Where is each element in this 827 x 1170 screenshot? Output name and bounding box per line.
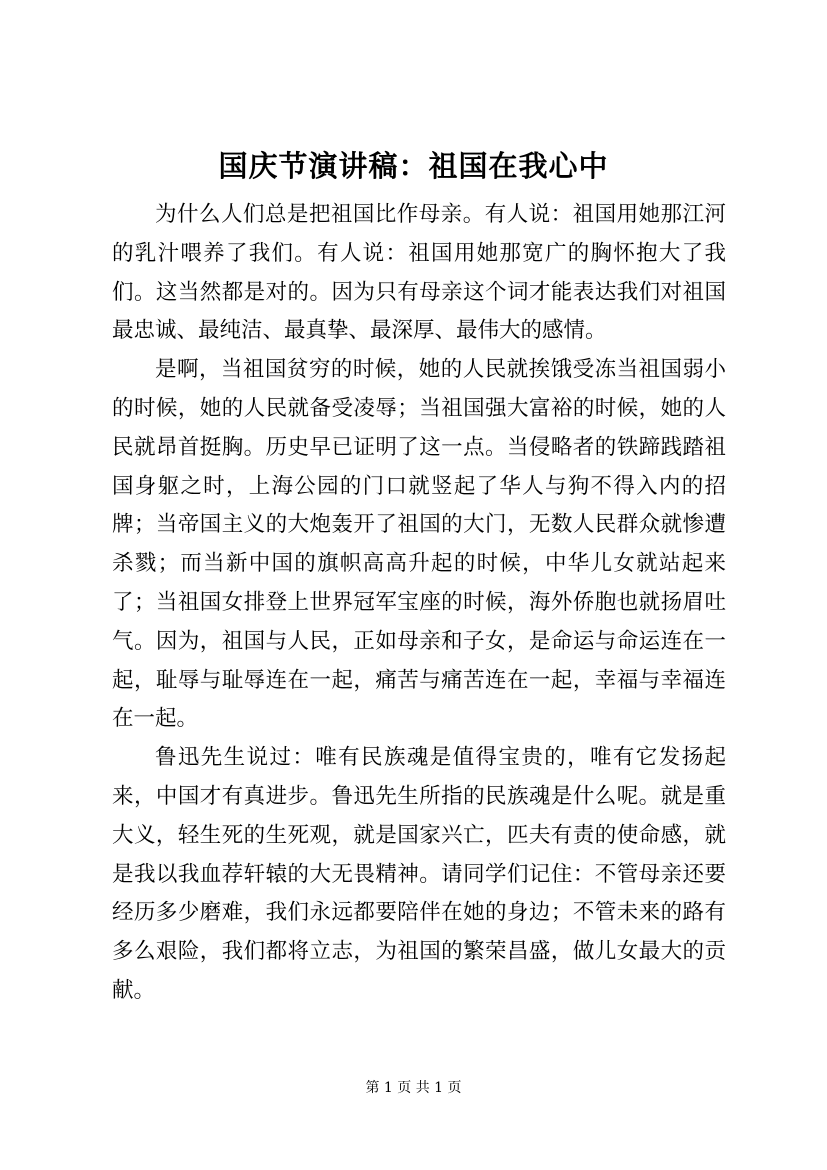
paragraph-3: 鲁迅先生说过：唯有民族魂是值得宝贵的，唯有它发扬起来，中国才有真进步。鲁迅先生所指的民族魂是什么呢。就是重大义，轻生死的生死观，就是国家兴亡，匹夫有责的使命感，就是我以我血荐轩辕的大无畏精神。请同学们记住：不管母亲还要经历多少磨难，我们永远都要陪伴在她的身边；不管未来的路有多么艰险，我们都将立志，为祖国的繁荣昌盛，做儿女最大的贡献。 bbox=[112, 745, 726, 1003]
document-body bbox=[112, 196, 726, 1011]
paragraph-2: 是啊，当祖国贫穷的时候，她的人民就挨饿受冻当祖国弱小的时候，她的人民就备受凌辱；当祖国强大富裕的时候，她的人民就昂首挺胸。历史早已证明了这一点。当侵略者的铁蹄践踏祖国身躯之时，上海公园的门口就竖起了华人与狗不得入内的招牌；当帝国主义的大炮轰开了祖国的大门，无数人民群众就惨遭杀戮；而当新中国的旗帜高高升起的时候，中华儿女就站起来了；当祖国女排登上世界冠军宝座的时候，海外侨胞也就扬眉吐气。因为，祖国与人民，正如母亲和子女，是命运与命运连在一起，耻辱与耻辱连在一起，痛苦与痛苦连在一起，幸福与幸福连在一起。 bbox=[112, 357, 726, 732]
document-title: 国庆节演讲稿：祖国在我心中 bbox=[218, 149, 609, 183]
page-footer: 第 1 页 共 1 页 bbox=[365, 1080, 462, 1096]
paragraph-1: 为什么人们总是把祖国比作母亲。有人说：祖国用她那江河的乳汁喂养了我们。有人说：祖国用她那宽广的胸怀抱大了我们。这当然都是对的。因为只有母亲这个词才能表达我们对祖国最忠诚、最纯洁、最真挚、最深厚、最伟大的感情。 bbox=[112, 202, 726, 344]
